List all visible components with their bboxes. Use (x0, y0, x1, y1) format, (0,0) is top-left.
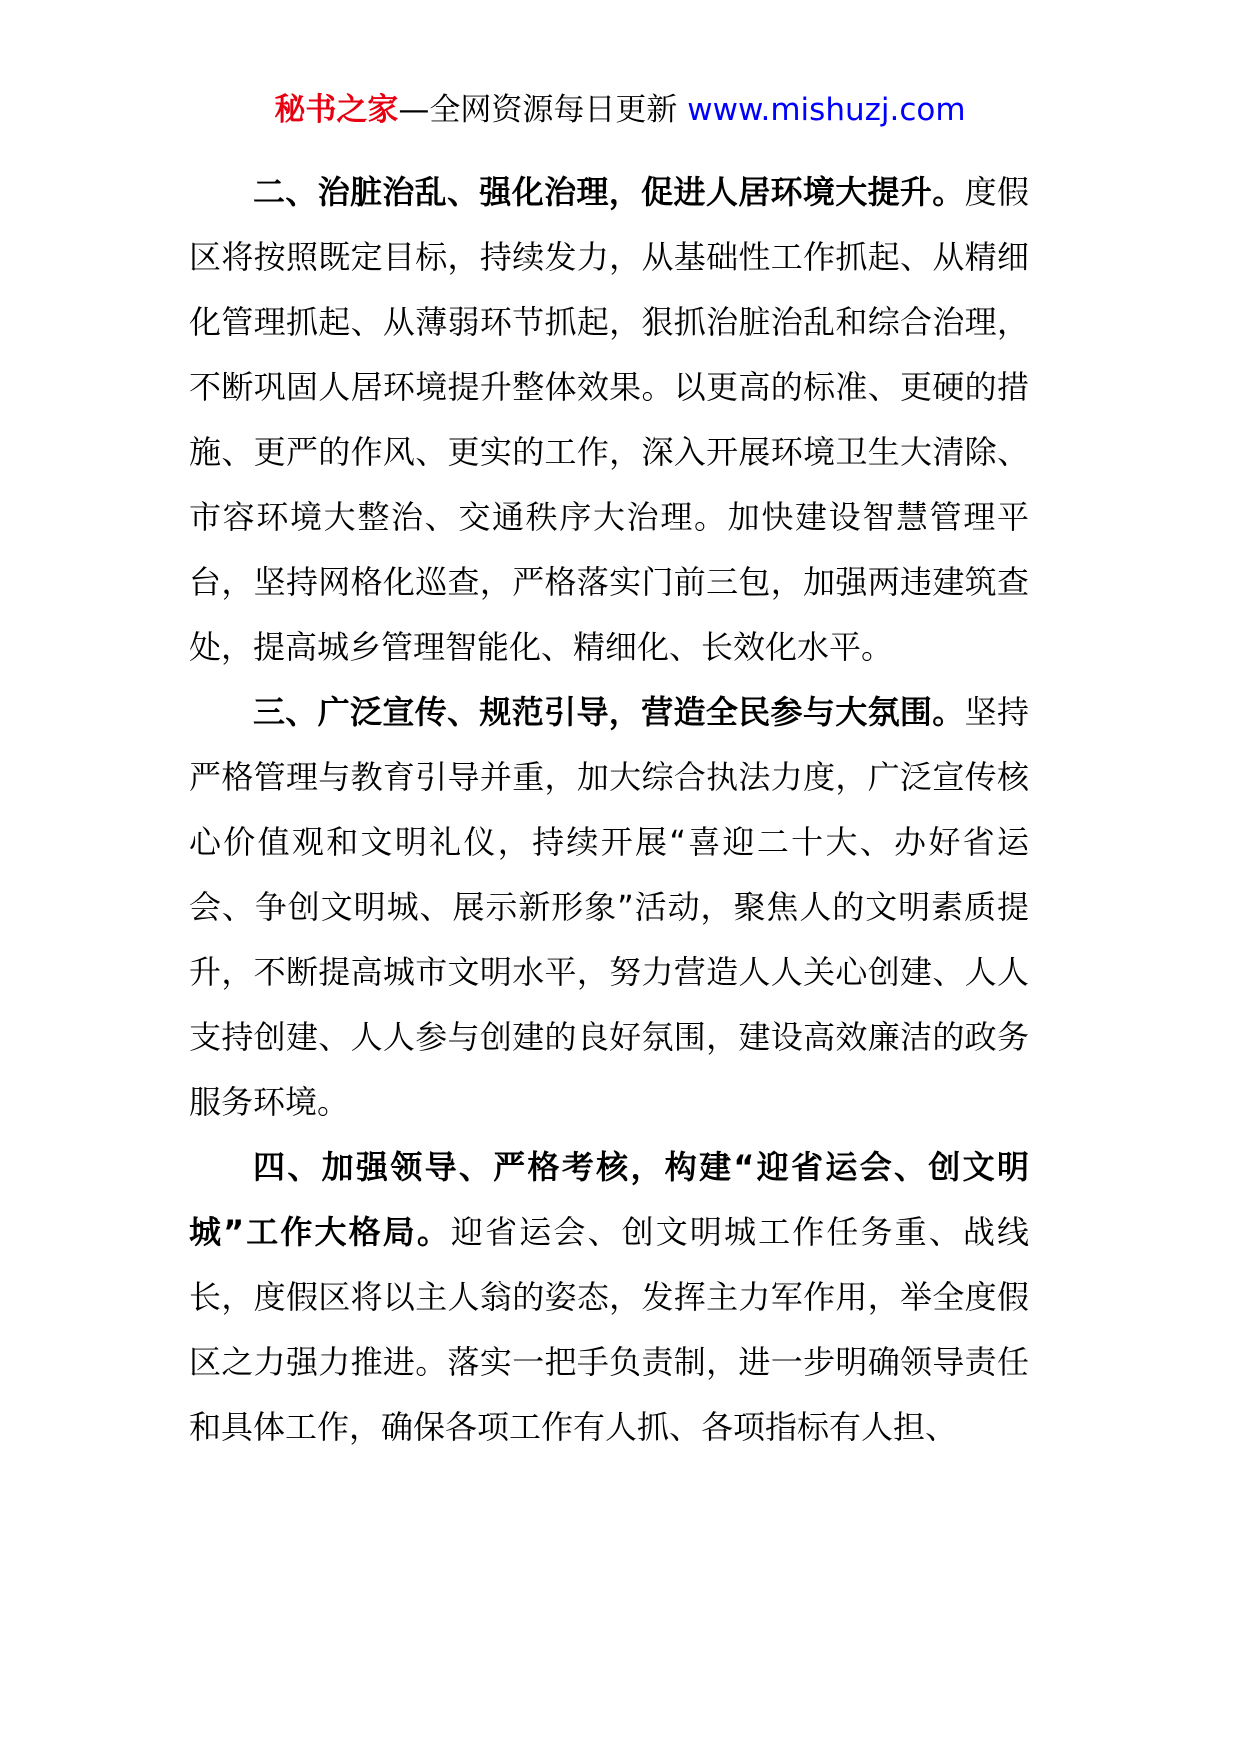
document-body (189, 160, 1029, 1460)
page-header (0, 88, 1240, 132)
paragraph-section-4 (189, 1135, 1029, 1460)
paragraph-section-3 (189, 680, 1029, 1135)
header-site-link[interactable]: www.mishuzj.com (687, 92, 966, 128)
header-tagline: —全网资源每日更新 (398, 92, 688, 128)
paragraph-heading: 三、广泛宣传、规范引导，营造全民参与大氛围。 (253, 693, 965, 731)
paragraph-heading: 四、加强领导、严格考核，构建“迎省运会、创文明城”工作大格局。 (189, 1148, 1029, 1251)
paragraph-heading: 二、治脏治乱、强化治理，促进人居环境大提升。 (253, 173, 965, 211)
paragraph-text: 度假区将按照既定目标，持续发力，从基础性工作抓起、从精细化管理抓起、从薄弱环节抓起，狠抓治脏治乱和综合治理，不断巩固人居环境提升整体效果。以更高的标准、更硬的措施、更严的作风、更实的工作，深入开展环境卫生大清除、市容环境大整治、交通秩序大治理。加快建设智慧管理平台，坚持网格化巡查，严格落实门前三包，加强两违建筑查处，提高城乡管理智能化、精细化、长效化水平。 (189, 173, 1029, 666)
paragraph-text: 迎省运会、创文明城工作任务重、战线长，度假区将以主人翁的姿态，发挥主力军作用，举全度假区之力强力推进。落实一把手负责制，进一步明确领导责任和具体工作，确保各项工作有人抓、各项指标有人担、 (189, 1213, 1029, 1446)
paragraph-section-2 (189, 160, 1029, 680)
paragraph-text: 坚持严格管理与教育引导并重，加大综合执法力度，广泛宣传核心价值观和文明礼仪，持续开展“喜迎二十大、办好省运会、争创文明城、展示新形象”活动，聚焦人的文明素质提升，不断提高城市文明水平，努力营造人人关心创建、人人支持创建、人人参与创建的良好氛围，建设高效廉洁的政务服务环境。 (189, 693, 1029, 1121)
header-brand: 秘书之家 (274, 92, 399, 128)
